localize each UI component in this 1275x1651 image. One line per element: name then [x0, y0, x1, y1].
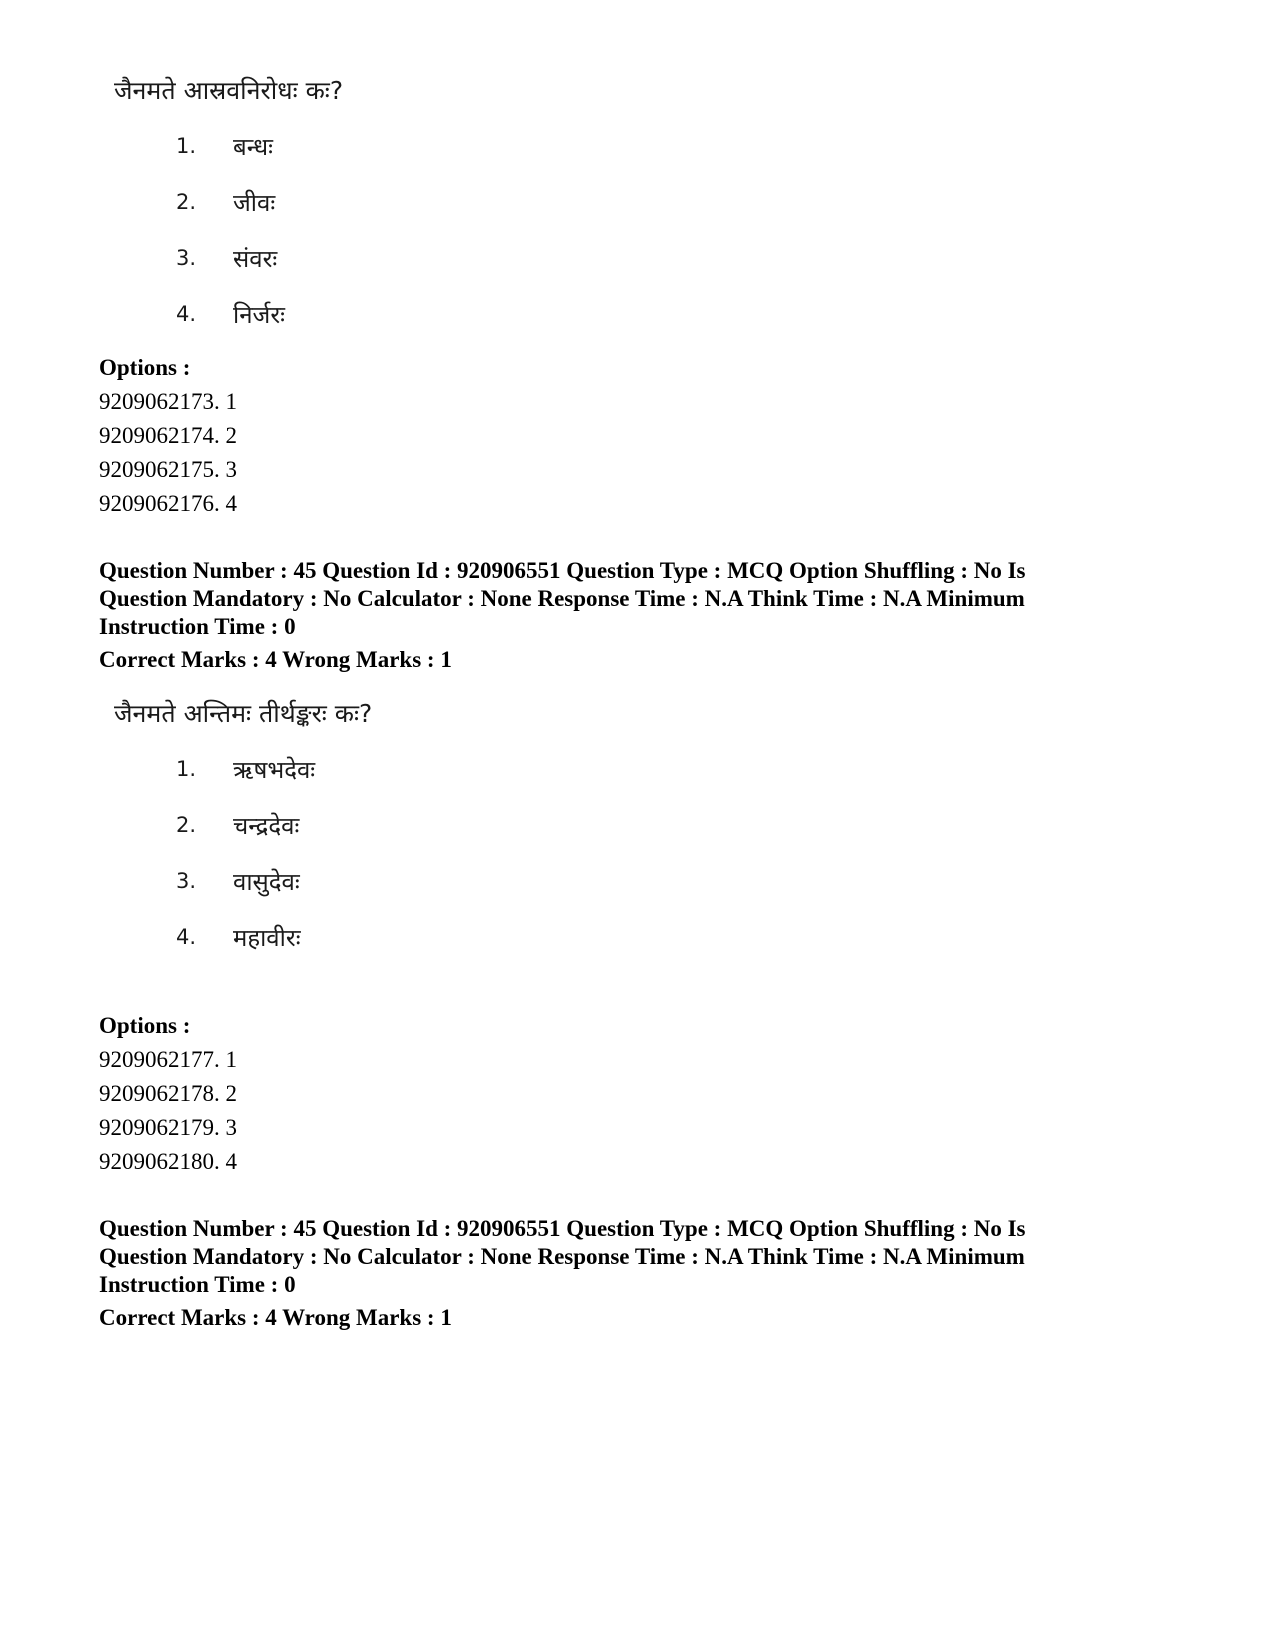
question-stem: जैनमते आस्रवनिरोधः कः? — [114, 76, 344, 105]
question-metadata — [99, 557, 1179, 674]
choice-text: ऋषभदेवः — [233, 756, 316, 784]
question-marks: Correct Marks : 4 Wrong Marks : 1 — [99, 1305, 452, 1330]
option-row: 9209062175. 3 — [99, 457, 237, 482]
choice-number: 2. — [176, 190, 197, 214]
question-info: Question Number : 45 Question Id : 920906551 Question Type : MCQ Option Shuffling : No Is Question Mandatory : No Calculator : None Response Time : N.A Think Time : N.A Minimum Instruction Time : 0 — [99, 1216, 1026, 1297]
question-image — [100, 78, 620, 348]
options-heading: Options : — [99, 1013, 191, 1038]
question-marks: Correct Marks : 4 Wrong Marks : 1 — [99, 647, 452, 672]
option-row: 9209062174. 2 — [99, 423, 237, 448]
question-image — [100, 701, 620, 971]
choice-text: जीवः — [233, 189, 276, 217]
choice-number: 2. — [176, 813, 197, 837]
choice-text: महावीरः — [233, 924, 301, 952]
option-row: 9209062180. 4 — [99, 1149, 237, 1174]
question-metadata — [99, 1215, 1179, 1332]
choice-text: निर्जरः — [233, 301, 286, 329]
choice-number: 4. — [176, 925, 197, 949]
choice-text: चन्द्रदेवः — [233, 812, 300, 840]
choice-number: 4. — [176, 302, 197, 326]
options-list — [99, 351, 237, 521]
choice-text: बन्धः — [233, 133, 273, 161]
option-row: 9209062176. 4 — [99, 491, 237, 516]
option-row: 9209062178. 2 — [99, 1081, 237, 1106]
choice-text: वासुदेवः — [233, 868, 300, 896]
question-info: Question Number : 45 Question Id : 920906551 Question Type : MCQ Option Shuffling : No Is Question Mandatory : No Calculator : None Response Time : N.A Think Time : N.A Minimum Instruction Time : 0 — [99, 558, 1026, 639]
choice-text: संवरः — [233, 245, 278, 273]
choice-number: 1. — [176, 134, 197, 158]
choice-number: 3. — [176, 869, 197, 893]
option-row: 9209062177. 1 — [99, 1047, 237, 1072]
option-row: 9209062179. 3 — [99, 1115, 237, 1140]
choice-number: 3. — [176, 246, 197, 270]
option-row: 9209062173. 1 — [99, 389, 237, 414]
question-stem: जैनमते अन्तिमः तीर्थङ्करः कः? — [114, 699, 373, 728]
options-list — [99, 1009, 237, 1179]
choice-number: 1. — [176, 757, 197, 781]
options-heading: Options : — [99, 355, 191, 380]
